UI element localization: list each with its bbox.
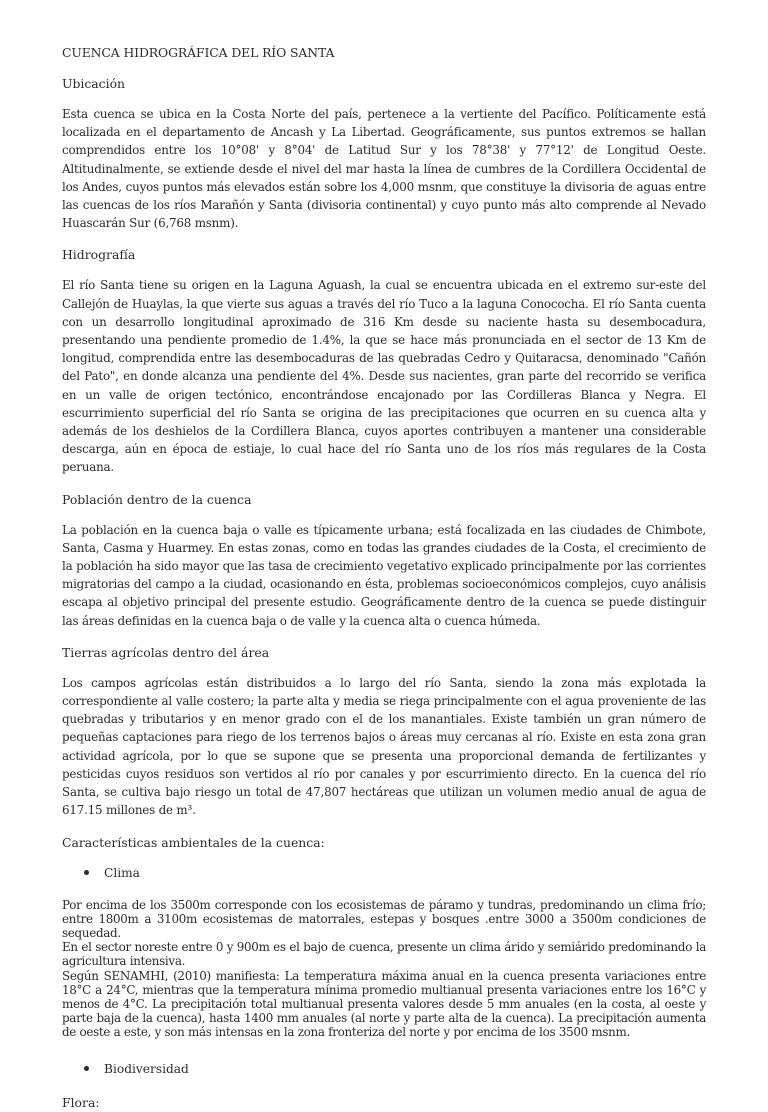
paragraph-clima-2: En el sector noreste entre 0 y 900m es el bajo de cuenca, presente un clima árido y semiárido predominando la agricultura intensiva.	[62, 940, 706, 969]
bullet-dot-icon	[84, 870, 89, 875]
section-heading-hidrografia: Hidrografía	[62, 247, 136, 263]
paragraph-poblacion: La población en la cuenca baja o valle es típicamente urbana; está focalizada en las ciudades de Chimbote, Santa, Casma y Huarmey. En estas zonas, como en todas las grandes ciudades de la Costa, el crecimiento de la población ha sido mayor que las tasa de crecimiento vegetativo explicado principalmente por las corrientes migratorias del campo a la ciudad, ocasionando en ésta, problemas socioeconómicos complejos, cuyo análisis escapa al objetivo principal del presente estudio. Geográficamente dentro de la cuenca se puede distinguir las áreas definidas en la cuenca baja o de valle y la cuenca alta o cuenca húmeda.	[62, 522, 706, 628]
paragraph-hidrografia: El río Santa tiene su origen en la Laguna Aguash, la cual se encuentra ubicada en el extremo sur-este del Callejón de Huaylas, la que vierte sus aguas a través del río Tuco a la laguna Conococha. El río Santa cuenta con un desarrollo longitudinal aproximado de 316 Km desde su naciente hasta su desembocadura, presentando una pendiente promedio de 1.4%, la que se hace más pronunciada en el sector de 13 Km de longitud, comprendida entre las desembocaduras de las quebradas Cedro y Quitaracsa, denominado "Cañón del Pato", en donde alcanza una pendiente del 4%. Desde sus nacientes, gran parte del recorrido se verifica en un valle de origen tectónico, encontrándose encajonado por las Cordilleras Blanca y Negra. El escurrimiento superficial del río Santa se origina de las precipitaciones que ocurren en su cuenca alta y además de los deshielos de la Cordillera Blanca, cuyos aportes contribuyen a mantener una considerable descarga, aún en época de estiaje, lo cual hace del río Santa uno de los ríos más regulares de la Costa peruana.	[62, 278, 706, 475]
bullet-item-clima	[62, 864, 706, 882]
section-heading-caracteristicas: Características ambientales de la cuenca:	[62, 834, 325, 850]
bullet-label-biodiversidad: Biodiversidad	[104, 1061, 189, 1076]
flora-label: Flora:	[62, 1094, 100, 1110]
bullet-dot-icon	[84, 1066, 89, 1071]
document-title: CUENCA HIDROGRÁFICA DEL RÍO SANTA	[62, 45, 335, 60]
section-heading-tierras-agricolas: Tierras agrícolas dentro del área	[62, 644, 270, 660]
paragraph-tierras-agricolas: Los campos agrícolas están distribuidos a lo largo del río Santa, siendo la zona más explotada la correspondiente al valle costero; la parte alta y media se riega principalmente con el agua proveniente de las quebradas y tributarios y en menor grado con el de los manantiales. Existe también un gran número de pequeñas captaciones para riego de los terrenos bajos o áreas muy cercanas al río. Existe en esta zona gran actividad agrícola, por lo que se supone que se presenta una proporcional demanda de fertilizantes y pesticidas cuyos residuos son vertidos al río por canales y por escurrimiento directo. En la cuenca del río Santa, se cultiva bajo riesgo un total de 47,807 hectáreas que utilizan un volumen medio anual de agua de 617.15 millones de m³.	[62, 675, 706, 818]
bullet-label-clima: Clima	[104, 865, 140, 880]
paragraph-clima-3: Según SENAMHI, (2010) manifiesta: La temperatura máxima anual en la cuenca presenta variaciones entre 18°C a 24°C, mientras que la temperatura mínima promedio multianual presenta variaciones entre los 16°C y menos de 4°C. La precipitación total multianual presenta valores desde 5 mm anuales (en la costa, al oeste y parte baja de la cuenca), hasta 1400 mm anuales (al norte y parte alta de la cuenca). La precipitación aumenta de oeste a este, y son más intensas en la zona fronteriza del norte y por encima de los 3500 msnm.	[62, 968, 706, 1040]
paragraph-ubicacion: Esta cuenca se ubica en la Costa Norte del país, pertenece a la vertiente del Pacífico. Políticamente está localizada en el departamento de Ancash y La Libertad. Geográficamente, sus puntos extremos se hallan comprendidos entre los 10°08' y 8°04' de Latitud Sur y los 78°38' y 77°12' de Longitud Oeste. Altitudinalmente, se extiende desde el nivel del mar hasta la línea de cumbres de la Cordillera Occidental de los Andes, cuyos puntos más elevados están sobre los 4,000 msnm, que constituye la divisoria de aguas entre las cuencas de los ríos Marañón y Santa (divisoria continental) y cuyo punto más alto comprende al Nevado Huascarán Sur (6,768 msnm).	[62, 107, 706, 231]
section-heading-poblacion: Población dentro de la cuenca	[62, 491, 252, 507]
section-heading-ubicacion: Ubicación	[62, 76, 126, 91]
paragraph-clima-1: Por encima de los 3500m corresponde con los ecosistemas de páramo y tundras, predominando un clima frío; entre 1800m a 3100m ecosistemas de matorrales, estepas y bosques .entre 3000 a 3500m condiciones de sequedad.	[62, 897, 706, 940]
bullet-item-biodiversidad	[62, 1060, 706, 1078]
